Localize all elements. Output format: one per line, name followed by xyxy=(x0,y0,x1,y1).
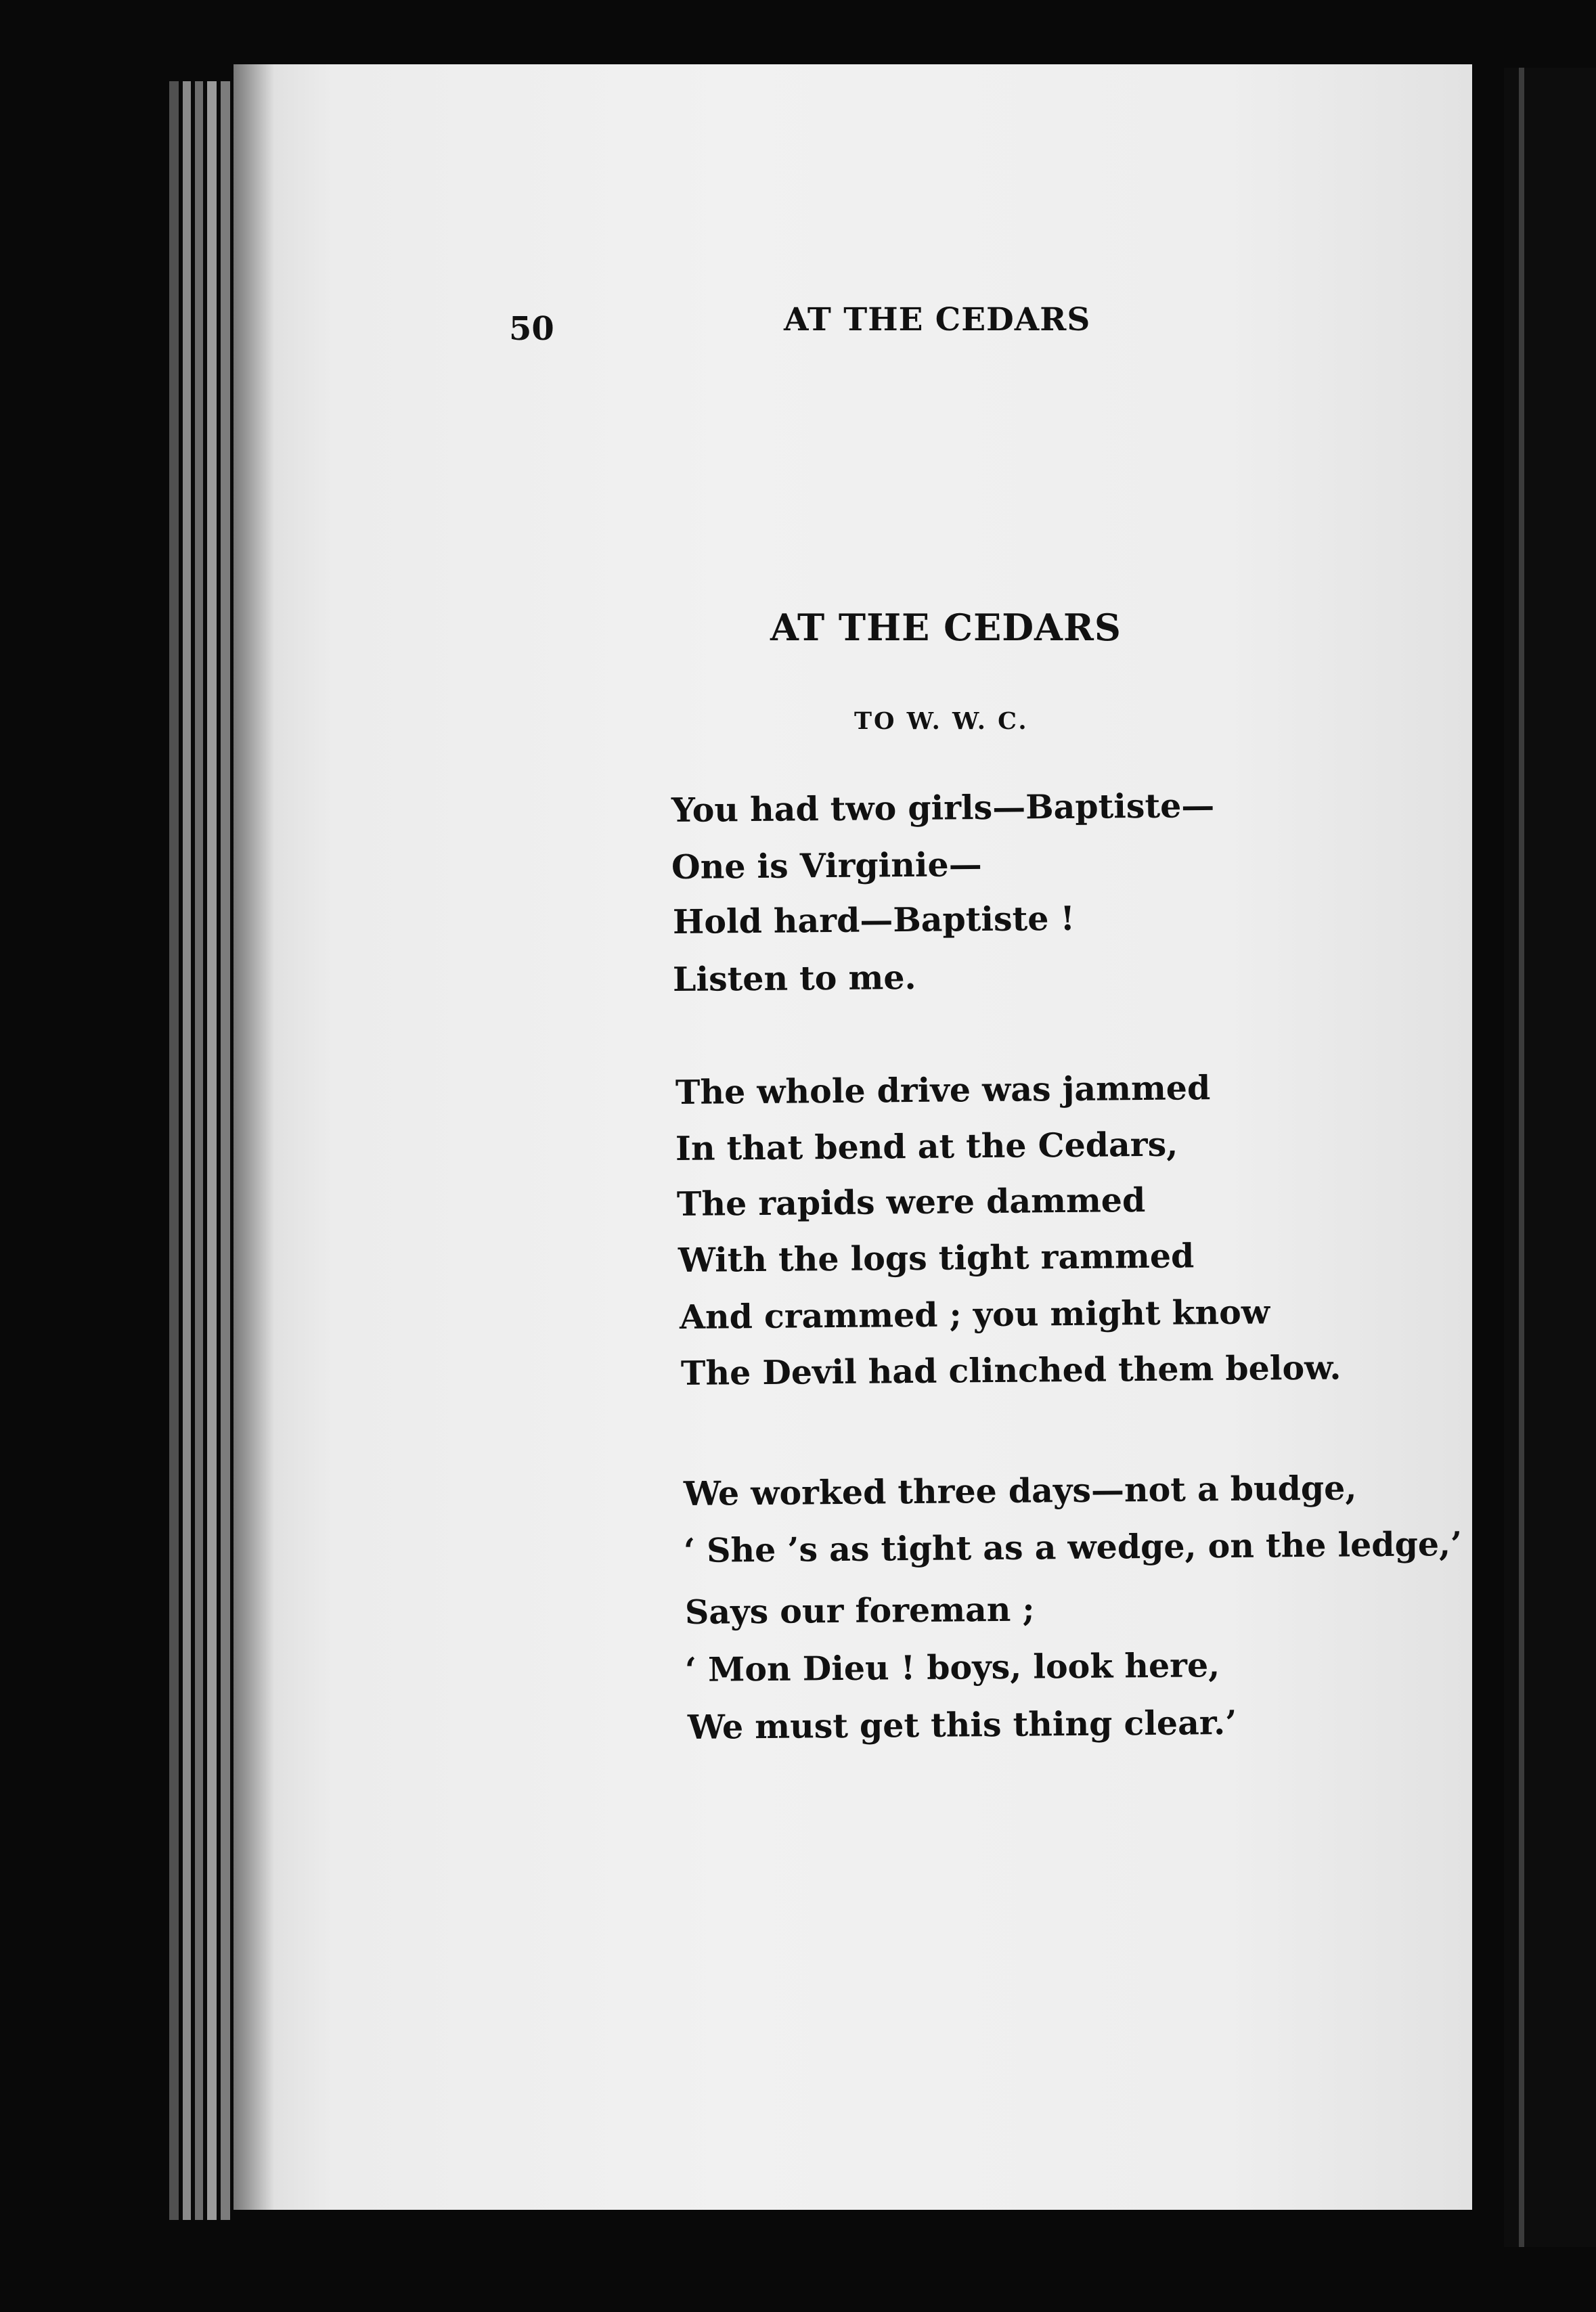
page-edge xyxy=(195,81,203,2220)
verse-line: The Devil had clinched them below. xyxy=(680,1348,1342,1393)
verse-line: We must get this thing clear.’ xyxy=(687,1702,1237,1747)
verse-line: Listen to me. xyxy=(672,957,916,999)
gutter-shadow xyxy=(234,64,274,2210)
page-edge xyxy=(183,81,191,2220)
verse-line: With the logs tight rammed xyxy=(678,1236,1195,1280)
page-number: 50 xyxy=(509,310,554,348)
next-page-sliver xyxy=(1519,68,1524,2247)
poem-dedication: TO W. W. C. xyxy=(854,707,1029,735)
verse-line: Says our foreman ; xyxy=(684,1589,1035,1632)
verse-line: ‘ Mon Dieu ! boys, look here, xyxy=(684,1645,1220,1689)
verse-line: The rapids were dammed xyxy=(676,1180,1146,1224)
verse-line: One is Virginie— xyxy=(671,844,982,887)
verse-line: Hold hard—Baptiste ! xyxy=(672,898,1076,941)
verse-line: ‘ She ’s as tight as a wedge, on the ledge,’ xyxy=(683,1524,1463,1570)
page-edge xyxy=(207,81,217,2220)
page-edge xyxy=(221,81,230,2220)
poem-title: AT THE CEDARS xyxy=(770,606,1122,649)
verse-line: In that bend at the Cedars, xyxy=(675,1124,1178,1168)
verse-line: And crammed ; you might know xyxy=(679,1292,1270,1337)
running-head: AT THE CEDARS xyxy=(784,301,1091,338)
verse-line: The whole drive was jammed xyxy=(675,1068,1211,1112)
verse-line: You had two girls—Baptiste— xyxy=(671,785,1215,830)
page-edge xyxy=(169,81,179,2220)
verse-line: We worked three days—not a budge, xyxy=(683,1468,1357,1513)
next-page-edge xyxy=(1504,68,1596,2247)
